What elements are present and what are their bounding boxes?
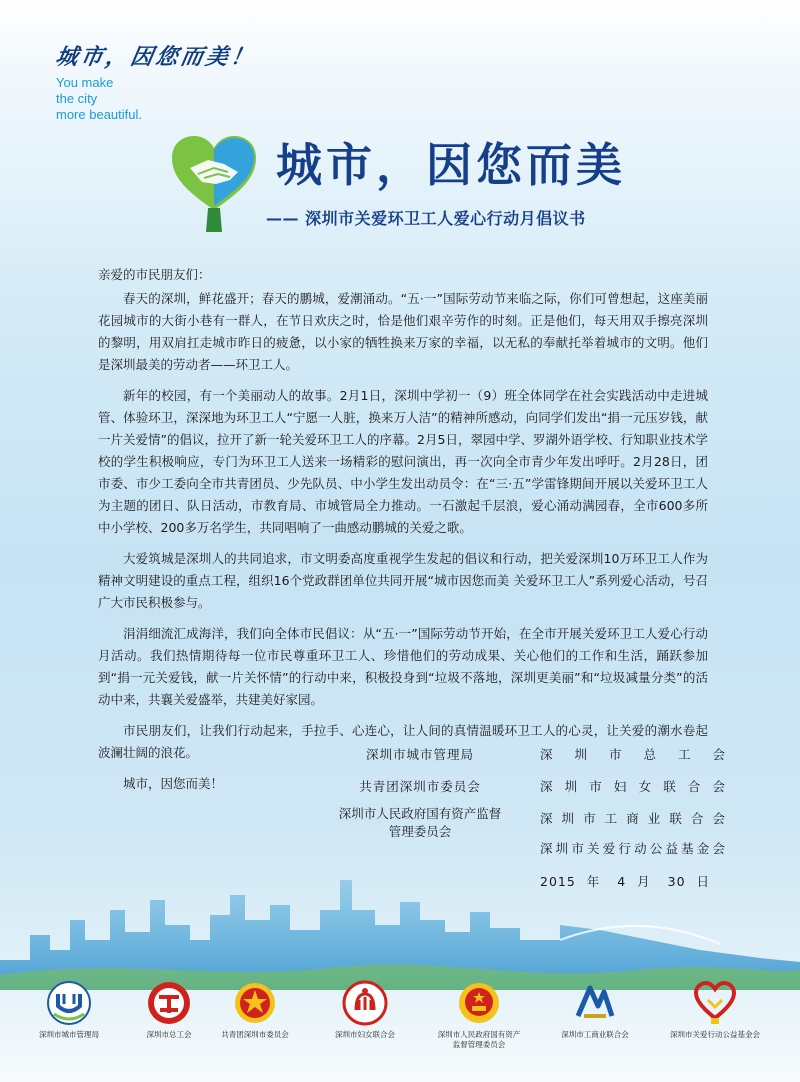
- caring-foundation-logo-icon: [692, 980, 738, 1026]
- sub-title: —— 深圳市关爱环卫工人爱心行动月倡议书: [266, 209, 586, 228]
- letter-body: [98, 264, 708, 804]
- english-slogan-line-1: You make: [56, 75, 114, 90]
- letter-paragraph: 大爱筑城是深圳人的共同追求，市文明委高度重视学生发起的倡议和行动，把关爱深圳10万环卫工人作为精神文明建设的重点工程，组织16个党政群团单位共同开展“城市因您而美 关爱环卫工人”系列爱心活动，号召广大市民积极参与。: [98, 551, 708, 610]
- logo-caring-foundation: [660, 980, 770, 1040]
- signatory-right-3: 深圳市工商业联合会: [540, 811, 725, 826]
- letter-paragraph: 春天的深圳，鲜花盛开；春天的鹏城，爱潮涌动。“五·一”国际劳动节来临之际，你们可曾想起，这座美丽花园城市的大街小巷有一群人，在节日欢庆之时，恰是他们艰辛劳作的时刻。正是他们，每天用双手擦亮深圳的黎明，用双肩扛走城市昨日的疲惫，以小家的牺牲换来万家的幸福，以无私的奉献托举着城市的文明。他们是深圳最美的劳动者——环卫工人。: [98, 291, 708, 372]
- logo-label: 深圳市总工会: [146, 1030, 192, 1039]
- signatory-right-4: 深圳市关爱行动公益基金会: [540, 841, 725, 856]
- english-slogan-line-3: more beautiful.: [56, 107, 142, 122]
- signatory-left-3: 深圳市人民政府国有资产监督管理委员会: [338, 806, 502, 839]
- organization-logos: [0, 980, 800, 1080]
- urban-management-logo-icon: [46, 980, 92, 1026]
- logo-commerce-federation: [540, 980, 650, 1040]
- commerce-federation-logo-icon: [572, 980, 618, 1026]
- youth-league-logo-icon: [232, 980, 278, 1026]
- logo-womens-federation: [310, 980, 420, 1040]
- signatory-left-2: 共青团深圳市委员会: [359, 779, 481, 794]
- logo-label: 深圳市工商业联合会: [561, 1030, 629, 1039]
- logo-urban-management: [14, 980, 124, 1040]
- logo-label: 深圳市妇女联合会: [335, 1030, 395, 1039]
- logo-youth-league: [200, 980, 310, 1040]
- logo-label: 深圳市人民政府国有资产: [437, 1030, 521, 1039]
- signatory-right-1: 深圳市总工会: [540, 747, 725, 762]
- slogan-block: [53, 40, 259, 123]
- city-skyline-illustration: [0, 840, 800, 990]
- english-slogan-line-2: the city: [56, 91, 98, 106]
- trade-union-logo-icon: [146, 980, 192, 1026]
- logo-label-line-2: 监督管理委员会: [452, 1040, 506, 1049]
- signatory-right-2: 深圳市妇女联合会: [540, 779, 725, 794]
- logo-state-assets: [424, 980, 534, 1050]
- letter-closing: 城市，因您而美！: [123, 776, 224, 791]
- logo-label: 深圳市关爱行动公益基金会: [670, 1030, 760, 1039]
- letter-paragraph: 市民朋友们，让我们行动起来，手拉手、心连心，让人间的真情温暖环卫工人的心灵，让关爱的潮水卷起波澜壮阔的浪花。: [98, 723, 708, 760]
- signatory-left-1: 深圳市城市管理局: [365, 747, 474, 762]
- letter-paragraph: 涓涓细流汇成海洋，我们向全体市民倡议：从“五·一”国际劳动节开始，在全市开展关爱环卫工人爱心行动月活动。我们热情期待每一位市民尊重环卫工人、珍惜他们的劳动成果、关心他们的工作和生活，踊跃参加到“捐一元关爱钱，献一片关怀情”的行动中来，积极投身到“垃圾不落地，深圳更美丽”和“垃圾减量分类”的活动中来，共襄关爱盛举，共建美好家园。: [98, 626, 708, 707]
- signature-date: 2015 年 4 月 30 日: [540, 874, 710, 889]
- english-slogan: [56, 75, 256, 123]
- letter-paragraph: 新年的校园，有一个美丽动人的故事。2月1日，深圳中学初一（9）班全体同学在社会实践活动中走进城管、体验环卫，深深地为环卫工人“宁愿一人脏，换来万人洁”的精神所感动，向同学们发出“捐一元压岁钱，献一片关爱情”的倡议，拉开了新一轮关爱环卫工人的序幕。2月5日，翠园中学、罗湖外语学校、行知职业技术学校的学生积极响应，专门为环卫工人送来一场精彩的慰问演出，再一次向全市青少年发出呼吁。2月28日，团市委、市少工委向全市共青团员、少先队员、中小学生发出动员令：在“三·五”学雷锋期间开展以关爱环卫工人为主题的团日、队日活动，市教育局、市城管局全力推动。一石激起千层浪，爱心涌动满园春，全市600多所中小学校、200多万名学生，共同唱响了一曲感动鹏城的关爱之歌。: [98, 388, 708, 535]
- womens-federation-logo-icon: [342, 980, 388, 1026]
- heart-handshake-logo-icon: [168, 132, 260, 236]
- handwritten-slogan: 城市，因您而美！: [53, 44, 259, 70]
- logo-label: 共青团深圳市委员会: [221, 1030, 289, 1039]
- national-emblem-logo-icon: [456, 980, 502, 1026]
- logo-label: 深圳市城市管理局: [39, 1030, 99, 1039]
- main-title: 城市，因您而美: [276, 138, 626, 192]
- letter-greeting: 亲爱的市民朋友们：: [98, 267, 211, 282]
